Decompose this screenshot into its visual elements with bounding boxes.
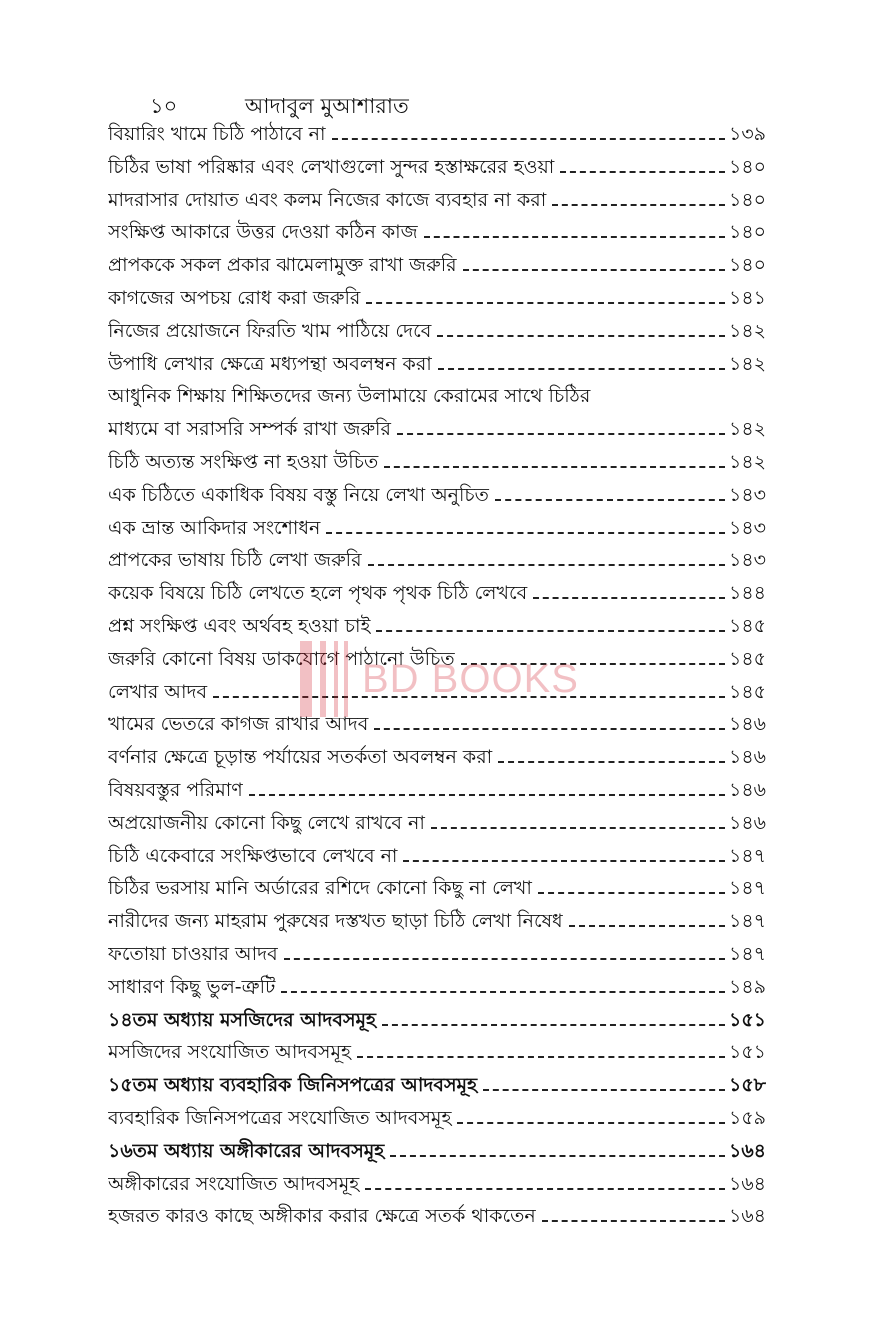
toc-entry-title: অঙ্গীকারের সংযোজিত আদবসমূহ: [108, 1172, 360, 1195]
dot-leader: [397, 433, 725, 435]
toc-entry-page: ১৪৩: [728, 549, 766, 572]
dot-leader: [495, 499, 725, 501]
toc-entry: [108, 842, 766, 875]
table-of-contents: [108, 120, 766, 1235]
toc-entry-page: ১৪৭: [728, 942, 766, 965]
dot-leader: [538, 892, 725, 894]
toc-entry: [108, 1137, 766, 1170]
toc-entry: [108, 645, 766, 678]
toc-entry-page: ১৪৬: [728, 746, 766, 769]
dot-leader: [382, 1024, 725, 1026]
toc-entry-page: ১৪৫: [729, 680, 766, 703]
toc-entry: [108, 776, 766, 809]
toc-entry-title: এক চিঠিতে একাধিক বিষয় বস্তু নিয়ে লেখা অনুচিত: [108, 483, 489, 506]
dot-leader: [542, 1220, 725, 1222]
toc-entry-title: বিয়ারিং খামে চিঠি পাঠাবে না: [108, 123, 326, 145]
toc-entry-page: ১৪০: [728, 254, 766, 277]
toc-entry-title: চিঠির ভাষা পরিষ্কার এবং লেখাগুলো সুন্দর হস্তাক্ষরের হওয়া: [108, 155, 555, 178]
toc-entry-page: ১৪৬: [728, 811, 766, 834]
toc-entry: [108, 940, 766, 973]
toc-entry-title: এক ভ্রান্ত আকিদার সংশোধন: [108, 516, 321, 539]
dot-leader: [431, 827, 725, 829]
toc-entry: [108, 1006, 766, 1039]
dot-leader: [284, 958, 725, 960]
toc-entry-title: ১৫তম অধ্যায় ব্যবহারিক জিনিসপত্রের আদবসমূহ: [108, 1074, 478, 1097]
dot-leader: [332, 138, 725, 140]
dot-leader: [424, 236, 725, 238]
dot-leader: [384, 466, 725, 468]
toc-entry-title: চিঠি একেবারে সংক্ষিপ্তভাবে লেখবে না: [108, 844, 398, 867]
toc-entry-page: ১৪২: [728, 352, 766, 375]
toc-entry-title: মাধ্যমে বা সরাসরি সম্পর্ক রাখা জরুরি: [108, 418, 391, 441]
dot-leader: [374, 728, 725, 730]
toc-entry-title: হজরত কারও কাছে অঙ্গীকার করার ক্ষেত্রে সতর্ক থাকতেন: [108, 1205, 536, 1228]
toc-entry-title: মসজিদের সংযোজিত আদবসমূহ: [108, 1041, 351, 1064]
toc-entry: [108, 1202, 766, 1235]
dot-leader: [438, 368, 725, 370]
toc-entry-title: সংক্ষিপ্ত আকারে উত্তর দেওয়া কঠিন কাজ: [108, 221, 418, 244]
toc-entry-title: অপ্রয়োজনীয় কোনো কিছু লেখে রাখবে না: [108, 811, 425, 834]
dot-leader: [390, 1155, 725, 1157]
dot-leader: [376, 630, 725, 632]
toc-entry-page: ১৪৫: [729, 647, 766, 670]
toc-entry: [108, 678, 766, 711]
toc-entry-page: ১৪২: [728, 450, 766, 473]
dot-leader: [281, 991, 725, 993]
toc-entry-page: ১৪৩: [728, 483, 766, 506]
toc-entry-title: সাধারণ কিছু ভুল-ত্রুটি: [108, 975, 276, 998]
toc-entry-title: বর্ণনার ক্ষেত্রে চূড়ান্ত পর্যায়ের সতর্কতা অবলম্বন করা: [108, 746, 493, 769]
toc-entry: [108, 317, 766, 350]
book-title: আদাবুল মুআশারাত: [245, 94, 409, 118]
toc-entry-title: লেখার আদব: [108, 680, 208, 703]
toc-entry: [108, 743, 766, 776]
toc-entry-title: ১৬তম অধ্যায় অঙ্গীকারের আদবসমূহ: [108, 1139, 385, 1162]
dot-leader: [365, 1188, 725, 1190]
toc-entry-title: কয়েক বিষয়ে চিঠি লেখতে হলে পৃথক পৃথক চিঠি লেখবে: [108, 582, 528, 605]
toc-entry-title: মাদরাসার দোয়াত এবং কলম নিজের কাজে ব্যবহার না করা: [108, 188, 547, 211]
toc-entry: [108, 874, 766, 907]
dot-leader: [326, 532, 725, 534]
dot-leader: [463, 269, 725, 271]
toc-entry-page: ১৫৮: [729, 1074, 766, 1097]
toc-entry-page: ১৫৯: [729, 1106, 766, 1129]
toc-entry: [108, 1071, 766, 1104]
dot-leader: [368, 564, 725, 566]
toc-entry: [108, 382, 766, 415]
toc-entry-page: ১৪১: [729, 286, 766, 309]
toc-entry-page: ১৪৭: [728, 877, 766, 900]
toc-entry-title: জরুরি কোনো বিষয় ডাকযোগে পাঠানো উচিত: [108, 647, 455, 670]
dot-leader: [357, 1056, 725, 1058]
toc-entry: [108, 973, 766, 1006]
toc-entry-page: ১৪৪: [729, 582, 766, 605]
toc-entry: [108, 415, 766, 448]
dot-leader: [437, 335, 725, 337]
dot-leader: [498, 761, 725, 763]
dot-leader: [483, 1089, 725, 1091]
toc-entry-title: উপাধি লেখার ক্ষেত্রে মধ্যপন্থা অবলম্বন করা: [108, 352, 432, 375]
dot-leader: [403, 860, 725, 862]
toc-entry-title: আধুনিক শিক্ষায় শিক্ষিতদের জন্য উলামায়ে কেরামের সাথে চিঠির: [108, 385, 591, 408]
toc-entry-title: নিজের প্রয়োজনে ফিরতি খাম পাঠিয়ে দেবে: [108, 319, 432, 342]
dot-leader: [457, 1122, 725, 1124]
toc-entry-page: ১৪৭: [728, 910, 766, 933]
toc-entry-title: ব্যবহারিক জিনিসপত্রের সংযোজিত আদবসমূহ: [108, 1106, 452, 1129]
toc-entry-title: চিঠি অত্যন্ত সংক্ষিপ্ত না হওয়া উচিত: [108, 450, 379, 473]
toc-entry-page: ১৪৫: [729, 614, 766, 637]
toc-entry: [108, 907, 766, 940]
toc-entry: [108, 350, 766, 383]
toc-entry: [108, 481, 766, 514]
toc-entry-title: প্রাপককে সকল প্রকার ঝামেলামুক্ত রাখা জরুরি: [108, 254, 457, 277]
toc-entry-title: খামের ভেতরে কাগজ রাখার আদব: [108, 713, 369, 736]
toc-entry-title: ১৪তম অধ্যায় মসজিদের আদবসমূহ: [108, 1008, 377, 1031]
toc-entry-page: ১৪৬: [728, 713, 766, 736]
dot-leader: [366, 302, 725, 304]
toc-entry: [108, 153, 766, 186]
dot-leader: [213, 696, 725, 698]
watermark-text: BD BOOKS: [362, 657, 579, 701]
dot-leader: [552, 204, 725, 206]
toc-entry-page: ১৫১: [729, 1041, 766, 1064]
page-header: [150, 90, 409, 120]
toc-entry: [108, 710, 766, 743]
toc-entry: [108, 284, 766, 317]
toc-entry: [108, 546, 766, 579]
toc-entry-page: ১৪৬: [728, 778, 766, 801]
toc-entry-page: ১৬৪: [728, 1139, 766, 1162]
toc-entry-title: ফতোয়া চাওয়ার আদব: [108, 942, 278, 965]
dot-leader: [569, 925, 725, 927]
toc-entry-page: ১৪০: [728, 188, 766, 211]
toc-entry-page: ১৬৪: [728, 1172, 766, 1195]
toc-entry-page: ১৪৭: [728, 844, 766, 867]
toc-entry-title: প্রাপকের ভাষায় চিঠি লেখা জরুরি: [108, 549, 362, 572]
toc-entry: [108, 251, 766, 284]
toc-entry-page: ১৪২: [728, 319, 766, 342]
dot-leader: [560, 171, 725, 173]
toc-entry-title: প্রশ্ন সংক্ষিপ্ত এবং অর্থবহ হওয়া চাই: [108, 614, 371, 637]
dot-leader: [533, 597, 725, 599]
toc-entry: [108, 218, 766, 251]
toc-entry-page: ১৪৩: [728, 516, 766, 539]
toc-entry: [108, 1038, 766, 1071]
toc-entry-page: ১৪০: [728, 155, 766, 178]
toc-entry-title: কাগজের অপচয় রোধ করা জরুরি: [108, 286, 361, 309]
toc-entry: [108, 448, 766, 481]
toc-entry: [108, 120, 766, 153]
toc-entry: [108, 514, 766, 547]
toc-entry-title: নারীদের জন্য মাহরাম পুরুষের দস্তখত ছাড়া চিঠি লেখা নিষেধ: [108, 910, 563, 933]
toc-entry: [108, 579, 766, 612]
toc-entry: [108, 1104, 766, 1137]
toc-entry-page: ১৫১: [729, 1008, 766, 1031]
toc-entry: [108, 612, 766, 645]
toc-entry-title: বিষয়বস্তুর পরিমাণ: [108, 778, 243, 801]
toc-entry: [108, 186, 766, 219]
toc-entry-page: ১৪২: [728, 418, 766, 441]
toc-entry: [108, 1170, 766, 1203]
toc-entry-page: ১৪০: [728, 221, 766, 244]
dot-leader: [461, 663, 725, 665]
toc-entry: [108, 809, 766, 842]
toc-entry-page: ১৪৯: [729, 975, 766, 998]
dot-leader: [249, 794, 725, 796]
toc-entry-page: ১৩৯: [728, 123, 766, 145]
toc-entry-page: ১৬৪: [728, 1205, 766, 1228]
page-number: ১০: [150, 94, 178, 118]
toc-entry-title: চিঠির ভরসায় মানি অর্ডারের রশিদে কোনো কিছু না লেখা: [108, 877, 532, 900]
